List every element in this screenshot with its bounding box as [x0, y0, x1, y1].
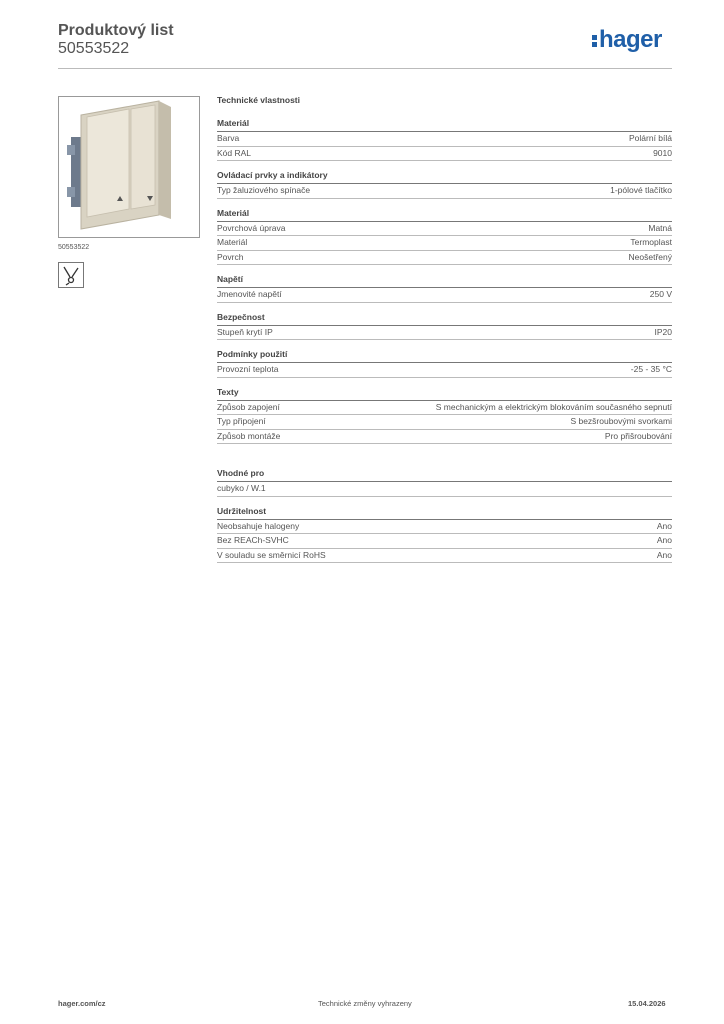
spec-value: Ano: [656, 535, 672, 545]
logo-text: hager: [599, 26, 662, 53]
spec-row: [217, 288, 672, 303]
spec-value: 250 V: [649, 289, 672, 299]
spec-label: Typ žaluziového spínače: [217, 185, 311, 195]
product-image: [58, 96, 200, 238]
spec-row: [217, 401, 672, 416]
spec-section: [217, 274, 672, 303]
spec-value: Termoplast: [630, 237, 672, 247]
spec-section: [217, 468, 672, 497]
spec-value: Matná: [648, 222, 672, 233]
spec-label: Bez REACh-SVHC: [217, 535, 289, 545]
spec-label: Povrchová úprava: [217, 222, 286, 233]
spec-section: [217, 349, 672, 378]
spec-label: Typ připojení: [217, 416, 266, 426]
spec-label: Způsob montáže: [217, 430, 281, 441]
spec-row: [217, 363, 672, 378]
spec-row: [217, 251, 672, 266]
spec-value: Pro přišroubování: [604, 430, 672, 441]
spec-label: Stupeň krytí IP: [217, 326, 273, 337]
spec-row: [217, 222, 672, 237]
wiring-symbol-icon: [58, 262, 84, 288]
section-heading: Texty: [217, 387, 672, 401]
section-heading: Materiál: [217, 208, 672, 222]
spec-label: Provozní teplota: [217, 364, 279, 374]
spec-row: [217, 326, 672, 341]
page-title: Produktový list: [58, 22, 174, 39]
spec-row: [217, 430, 672, 445]
spec-section: [217, 118, 672, 161]
spec-row: [217, 184, 672, 199]
spec-value: IP20: [654, 326, 672, 337]
spec-value: S mechanickým a elektrickým blokováním současného sepnutí: [435, 401, 672, 412]
hager-logo: [592, 26, 662, 54]
spec-value: 1-pólové tlačítko: [610, 185, 672, 195]
spec-value: 9010: [653, 147, 672, 158]
spec-label: Povrch: [217, 251, 244, 262]
spec-section: [217, 506, 672, 564]
spec-value: S bezšroubovými svorkami: [570, 416, 672, 426]
section-heading: Vhodné pro: [217, 468, 672, 482]
section-heading: Napětí: [217, 274, 672, 288]
spec-row: [217, 534, 672, 549]
spec-label: V souladu se směrnicí RoHS: [217, 549, 326, 560]
logo-dots-icon: [592, 33, 597, 49]
spec-label: cubyko / W.1: [217, 483, 266, 493]
header-divider: [58, 68, 672, 69]
spec-label: Kód RAL: [217, 147, 252, 158]
section-heading: Podmínky použití: [217, 349, 672, 363]
spec-section: [217, 170, 672, 199]
specs-title: Technické vlastnosti: [217, 95, 300, 105]
spec-label: Materiál: [217, 237, 248, 247]
spec-row: [217, 236, 672, 251]
spec-label: Neobsahuje halogeny: [217, 520, 300, 531]
section-heading: Udržitelnost: [217, 506, 672, 520]
technical-specs: [217, 95, 672, 572]
spec-section: [217, 312, 672, 341]
spec-label: Jmenovité napětí: [217, 289, 282, 299]
footer-website[interactable]: hager.com/cz: [58, 999, 106, 1008]
spec-row: [217, 482, 672, 497]
footer-disclaimer: Technické změny vyhrazeny: [318, 999, 412, 1008]
image-caption: 50553522: [58, 244, 90, 251]
section-heading: Bezpečnost: [217, 312, 672, 326]
spec-row: [217, 415, 672, 430]
section-heading: Ovládací prvky a indikátory: [217, 170, 672, 184]
footer-date: 15.04.2026: [628, 999, 666, 1008]
section-heading: Materiál: [217, 118, 672, 132]
spec-section: [217, 208, 672, 266]
spec-row: [217, 549, 672, 564]
spec-value: -25 - 35 °C: [630, 364, 672, 374]
spec-value: Ano: [656, 549, 672, 560]
spec-value: Neošetřený: [628, 251, 672, 262]
spec-section: [217, 387, 672, 445]
spec-row: [217, 520, 672, 535]
spec-label: Barva: [217, 133, 240, 143]
product-number: 50553522: [58, 40, 130, 57]
spec-row: [217, 147, 672, 162]
spec-value: Polární bílá: [629, 133, 672, 143]
spec-value: Ano: [656, 520, 672, 531]
spec-label: Způsob zapojení: [217, 401, 280, 412]
spec-row: [217, 132, 672, 147]
